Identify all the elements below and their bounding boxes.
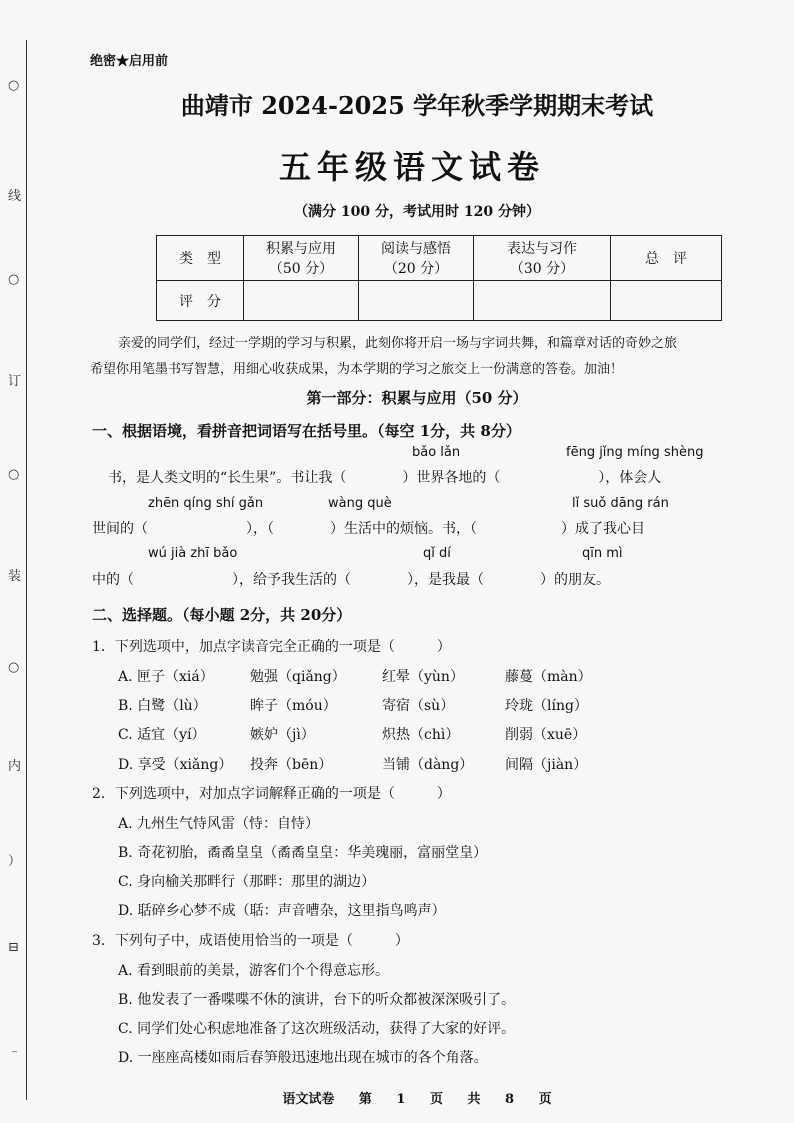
binding-dash-mark: ﹣ xyxy=(8,1044,22,1059)
score-header-total: 总 评 xyxy=(611,236,722,281)
question-3-stem: 3．下列句子中，成语使用恰当的一项是（ ） xyxy=(92,933,409,949)
binding-zhuang-mark: 装 xyxy=(8,569,22,584)
fill-line-2: 世间的（ ），（ ）生活中的烦恼。书，（ ）成了我心目 xyxy=(92,521,645,537)
q3-option-b: B. 他发表了一番喋喋不休的演讲，台下的听众都被深深吸引了。 xyxy=(118,992,516,1008)
score-cell-total xyxy=(611,281,722,321)
binding-circle-mark: ○ xyxy=(8,660,20,675)
pinyin-qinmi: qīn mì xyxy=(582,546,623,561)
q1-option-cell: 藤蔓（màn） xyxy=(505,669,592,685)
question-2-stem: 2．下列选项中，对加点字词解释正确的一项是（ ） xyxy=(92,786,451,802)
score-header-type: 类 型 xyxy=(157,236,244,281)
q1-option-cell: 削弱（xuē） xyxy=(505,727,587,743)
pinyin-wujiazhibao: wú jià zhī bǎo xyxy=(148,546,238,561)
q1-option-cell: 勉强（qiǎng） xyxy=(250,669,346,685)
binding-circle-mark: ○ xyxy=(8,272,20,287)
paper-title: 五年级语文试卷 xyxy=(278,148,545,186)
pinyin-wangque: wàng què xyxy=(328,496,392,511)
fill-line-1: 书，是人类文明的“长生果”。书让我（ ）世界各地的（ ），体会人 xyxy=(108,470,662,486)
q1-option-cell: 红晕（yùn） xyxy=(382,669,464,685)
score-header-accumulation: 积累与应用 （50 分） xyxy=(244,236,359,281)
page-footer xyxy=(0,1088,794,1107)
q2-option-b: B. 奇花初胎，矞矞皇皇（矞矞皇皇：华美瑰丽，富丽堂皇） xyxy=(118,845,488,861)
pinyin-baolan: bǎo lǎn xyxy=(412,445,461,460)
pinyin-qidi: qǐ dí xyxy=(423,546,451,561)
q1-option-cell: 眸子（móu） xyxy=(250,698,337,714)
footer-page-number: 第 1 页 xyxy=(358,1092,443,1107)
score-header-reading: 阅读与感悟 （20 分） xyxy=(359,236,474,281)
binding-box-mark: ⊟ xyxy=(8,940,19,955)
q1-option-cell: 当铺（dàng） xyxy=(382,757,474,773)
binding-line xyxy=(26,40,27,1100)
score-cell-writing xyxy=(474,281,611,321)
intro-line-1: 亲爱的同学们，经过一学期的学习与积累，此刻你将开启一场与字词共舞，和篇章对话的奇妙之旅 xyxy=(118,336,678,351)
pinyin-zhenqingshigan: zhēn qíng shí gǎn xyxy=(148,496,264,511)
score-cell-accumulation xyxy=(244,281,359,321)
exam-info: （满分 100 分，考试用时 120 分钟） xyxy=(294,204,540,220)
footer-subject: 语文试卷 xyxy=(282,1092,335,1107)
section2-title: 二、选择题。（每小题 2分，共 20分） xyxy=(92,606,352,624)
section1-title: 一、根据语境，看拼音把词语写在括号里。（每空 1分，共 8分） xyxy=(92,422,521,440)
binding-circle-mark: ○ xyxy=(8,467,20,482)
q3-option-d: D. 一座座高楼如雨后春笋般迅速地出现在城市的各个角落。 xyxy=(118,1050,488,1066)
question-1-stem: 1．下列选项中，加点字读音完全正确的一项是（ ） xyxy=(92,639,451,655)
binding-nei-mark: 内 xyxy=(8,759,22,774)
q1-option-cell: 玲珑（líng） xyxy=(505,698,588,714)
q1-option-cell: 寄宿（sù） xyxy=(382,698,455,714)
footer-total-pages: 共 8 页 xyxy=(467,1092,552,1107)
q1-option-cell: B. 白鹭（lù） xyxy=(118,698,207,714)
q1-option-cell: C. 适宜（yí） xyxy=(118,727,206,743)
binding-line-mark: 线 xyxy=(8,189,22,204)
score-cell-reading xyxy=(359,281,474,321)
intro-line-2: 希望你用笔墨书写智慧，用细心收获成果，为本学期的学习之旅交上一份满意的答卷。加油！ xyxy=(90,362,624,377)
q1-option-cell: 间隔（jiàn） xyxy=(505,757,588,773)
q1-option-cell: A. 匣子（xiá） xyxy=(118,669,214,685)
q3-option-c: C. 同学们处心积虑地准备了这次班级活动，获得了大家的好评。 xyxy=(118,1021,516,1037)
q1-option-cell: 投奔（bēn） xyxy=(250,757,333,773)
binding-paren-mark: ） xyxy=(8,854,22,869)
score-table xyxy=(156,235,722,321)
q2-option-c: C. 身向榆关那畔行（那畔：那里的湖边） xyxy=(118,874,376,890)
pinyin-lisuodangran: lǐ suǒ dāng rán xyxy=(572,496,669,511)
binding-circle-mark: ○ xyxy=(8,78,20,93)
q2-option-a: A. 九州生气恃风雷（恃：自恃） xyxy=(118,816,320,832)
exam-title: 曲靖市 2024-2025 学年秋季学期期末考试 xyxy=(180,91,654,120)
q1-option-cell: 嫉妒（jì） xyxy=(250,727,315,743)
q2-option-d: D. 聒碎乡心梦不成（聒：声音嘈杂，这里指鸟鸣声） xyxy=(118,903,446,919)
part1-title: 第一部分：积累与应用（50 分） xyxy=(306,389,528,407)
pinyin-fengjingmingsheng: fēng jǐng míng shèng xyxy=(566,445,704,460)
binding-ding-mark: 订 xyxy=(8,374,22,389)
q1-option-cell: 炽热（chì） xyxy=(382,727,460,743)
confidential-label: 绝密★启用前 xyxy=(90,54,169,69)
score-row-label: 评 分 xyxy=(157,281,244,321)
q3-option-a: A. 看到眼前的美景，游客们个个得意忘形。 xyxy=(118,963,390,979)
score-header-writing: 表达与习作 （30 分） xyxy=(474,236,611,281)
q1-option-cell: D. 享受（xiǎng） xyxy=(118,757,233,773)
fill-line-3: 中的（ ），给予我生活的（ ），是我最（ ）的朋友。 xyxy=(92,572,610,588)
